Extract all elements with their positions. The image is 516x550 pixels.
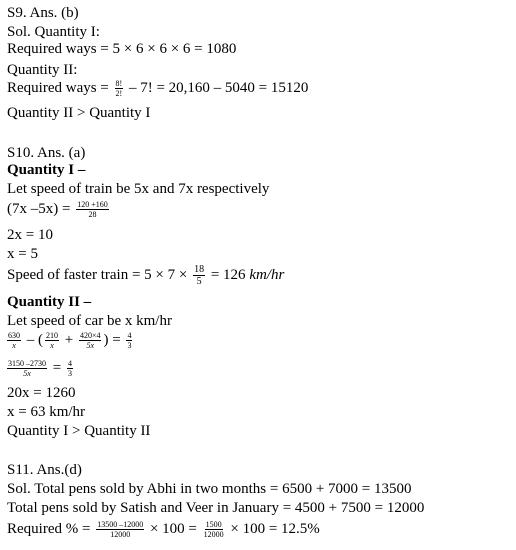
s10-speed-eq: = 126 xyxy=(210,266,246,283)
s10-eq2-f3 xyxy=(79,331,102,350)
s10-eq3-eq: = xyxy=(52,360,62,376)
s11-satish-veer-total: Total pens sold by Satish and Veer in January = 4500 + 7500 = 12000 xyxy=(7,500,425,516)
s10-eq2-f1-den: x xyxy=(12,341,16,351)
s10-eq3-f2 xyxy=(67,359,73,378)
s10-eq2-close: ) = xyxy=(103,332,121,348)
s11-req-prefix: Required % = xyxy=(7,521,91,537)
s10-conclusion: Quantity I > Quantity II xyxy=(7,423,151,439)
s10-eq3-f2-den: 3 xyxy=(67,369,72,379)
s10-eq2-mid: – ( xyxy=(26,332,43,348)
s10-speed-num: 18 xyxy=(194,264,205,275)
s10-eq1-den: 28 xyxy=(88,210,97,220)
s10-eq3-f2-num: 4 xyxy=(67,359,72,369)
s10-eq2-plus: + xyxy=(64,332,74,348)
s10-equation1 xyxy=(7,200,111,219)
s9-fraction xyxy=(115,79,124,98)
s10-eq1-num: 120 +160 xyxy=(77,200,108,210)
s10-eq1-prefix: (7x –5x) = xyxy=(7,201,71,217)
s11-abhi-total: Sol. Total pens sold by Abhi in two months = 6500 + 7000 = 13500 xyxy=(7,481,412,497)
s10-eq2-f1 xyxy=(7,331,21,350)
s9-ways-suffix: – 7! = 20,160 – 5040 = 15120 xyxy=(128,80,309,96)
s9-quantity2-ways xyxy=(7,79,308,98)
s10-eq1-fraction xyxy=(76,200,109,219)
s10-heading: S10. Ans. (a) xyxy=(7,145,86,161)
s10-eq2-f4 xyxy=(126,331,132,350)
s11-fraction1 xyxy=(96,520,144,539)
s11-required-percent xyxy=(7,520,320,539)
s10-equation2 xyxy=(5,331,134,350)
s11-f1-num: 13500 –12000 xyxy=(97,520,144,530)
s10-equation3 xyxy=(5,359,75,378)
s10-faster-train xyxy=(7,264,284,287)
s10-let-train: Let speed of train be 5x and 7x respectively xyxy=(7,181,270,197)
s9-quantity1-ways: Required ways = 5 × 6 × 6 × 6 = 1080 xyxy=(7,41,237,57)
s10-eq2-f2 xyxy=(45,331,59,350)
s10-eq2-f4-den: 3 xyxy=(127,341,132,351)
s9-sol-label: Sol. Quantity I: xyxy=(7,24,100,40)
s10-eq3-f1 xyxy=(7,359,47,378)
s10-speed-den: 5 xyxy=(196,276,202,287)
s11-mid: × 100 = xyxy=(149,521,197,537)
s11-heading: S11. Ans.(d) xyxy=(7,462,82,478)
s10-eq2-f2-den: x xyxy=(50,341,54,351)
s10-eq3-f1-den: 5x xyxy=(23,369,31,379)
s11-f2-num: 1500 xyxy=(205,520,222,530)
s11-f1-den: 12000 xyxy=(110,530,131,540)
s10-let-car: Let speed of car be x km/hr xyxy=(7,313,172,329)
s9-frac-num: 8! xyxy=(115,79,123,89)
s11-fraction2 xyxy=(203,520,225,539)
s10-speed-prefix: Speed of faster train = 5 × 7 × xyxy=(7,266,188,283)
s10-eq3-f1-num: 3150 –2730 xyxy=(8,359,46,369)
s10-x5: x = 5 xyxy=(7,246,38,262)
s10-20x: 20x = 1260 xyxy=(7,385,76,401)
s10-eq2-f2-num: 210 xyxy=(46,331,58,341)
s9-quantity2-label: Quantity II: xyxy=(7,62,78,78)
s10-quantity1-label: Quantity I – xyxy=(7,162,86,178)
s11-suffix: × 100 = 12.5% xyxy=(230,521,320,537)
s9-conclusion: Quantity II > Quantity I xyxy=(7,105,151,121)
s9-ways-prefix: Required ways = xyxy=(7,80,109,96)
s10-quantity2-label: Quantity II – xyxy=(7,294,92,310)
s10-eq2-f3-num: 420×4 xyxy=(79,331,101,341)
s9-frac-den: 2! xyxy=(115,89,123,99)
s10-eq2-f3-den: 5x xyxy=(86,341,94,351)
s9-heading: S9. Ans. (b) xyxy=(7,5,79,21)
s10-2x: 2x = 10 xyxy=(7,227,53,243)
s10-eq2-f1-num: 630 xyxy=(8,331,20,341)
s10-eq2-f4-num: 4 xyxy=(127,331,132,341)
s10-x63: x = 63 km/hr xyxy=(7,404,86,420)
s10-speed-unit: km/hr xyxy=(249,266,285,283)
s10-speed-fraction xyxy=(193,264,205,287)
s11-f2-den: 12000 xyxy=(203,530,224,540)
